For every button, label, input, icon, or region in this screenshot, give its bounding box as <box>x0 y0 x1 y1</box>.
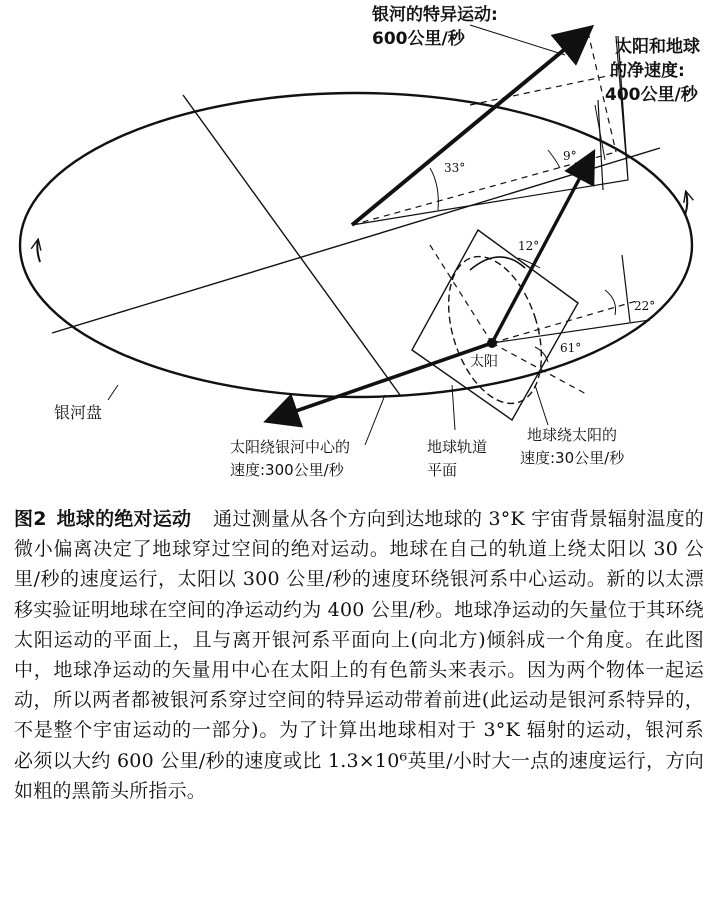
angle-label-61: 61° <box>560 341 582 355</box>
disk-rotation-arrow-left <box>37 240 40 262</box>
galaxy-peculiar-motion-arrow <box>352 30 588 225</box>
sun-dashed-ray-1 <box>492 300 640 343</box>
sun-solid-vertical <box>622 255 630 322</box>
sun-orbit-leader <box>365 395 385 445</box>
disk-rotation-arrow-right <box>685 192 687 215</box>
disk-diameter-line <box>52 148 660 333</box>
label-galaxy-peculiar-1: 银河的特异运动: <box>372 5 498 25</box>
angle-label-9: 9° <box>563 149 577 163</box>
peculiar-motion-leader <box>470 25 565 55</box>
net-velocity-leader <box>595 105 605 160</box>
label-sun: 太阳 <box>470 354 498 370</box>
earth-around-sun-leader <box>535 385 548 425</box>
angle-arc-22 <box>605 290 616 315</box>
projection-plane <box>352 36 628 225</box>
label-earth-around-sun-1: 地球绕太阳的 <box>527 426 618 444</box>
label-galactic-disk: 银河盘 <box>54 403 103 422</box>
figure-title: 地球的绝对运动 <box>56 508 192 530</box>
label-earth-plane-1: 地球轨道 <box>427 438 488 456</box>
label-earth-around-sun-2: 速度:30公里/秒 <box>520 449 625 467</box>
disk-cross-line <box>183 95 400 395</box>
galactic-disk-ellipse <box>20 93 692 397</box>
label-net-velocity-1: 太阳和地球 <box>615 37 700 57</box>
sun-dot <box>487 338 497 348</box>
angle-label-33: 33° <box>444 161 466 175</box>
label-net-velocity-3: 400公里/秒 <box>605 85 698 105</box>
label-sun-orbit-2: 速度:300公里/秒 <box>230 461 344 479</box>
label-net-velocity-2: 的净速度: <box>610 61 685 81</box>
figure-caption <box>14 504 704 806</box>
angle-label-12: 12° <box>518 239 540 253</box>
galactic-disk-leader <box>108 385 118 400</box>
angle-label-22: 22° <box>634 299 656 313</box>
label-sun-orbit-1: 太阳绕银河中心的 <box>230 438 351 456</box>
figure-number: 图2 <box>14 508 47 530</box>
figure-caption-body: 通过测量从各个方向到达地球的 3°K 宇宙背景辐射温度的微小偏离决定了地球穿过空间的绝对运动。地球在自己的轨道上绕太阳以 30 公里/秒的速度运行，太阳以 300 公里/秒的速度环绕银河系中心运动。新的以太漂移实验证明地球在空间的净运动约为 400 公里/秒。地球净运动的矢量位于其环绕太阳运动的平面上，且与离开银河系平面向上(向北方)倾斜成一个角度。在此图中，地球净运动的矢量用中心在太阳上的有色箭头来表示。因为两个物体一起运动，所以两者都被银河系穿过空间的特异运动带着前进(此运动是银河系特异的，不是整个宇宙运动的一部分)。为了计算出地球相对于 3°K 辐射的运动，银河系必须以大约 600 公里/秒的速度或比 1.3×10⁶英里/小时大一点的速度运行，方向如粗的黑箭头所指示。 <box>14 508 704 802</box>
label-earth-plane-2: 平面 <box>427 461 458 479</box>
sun-solid-ray <box>492 320 650 343</box>
projection-dashed-3 <box>470 75 612 105</box>
angle-arc-9 <box>548 150 560 168</box>
earth-plane-leader <box>452 385 455 430</box>
label-galaxy-peculiar-2: 600公里/秒 <box>372 29 465 49</box>
